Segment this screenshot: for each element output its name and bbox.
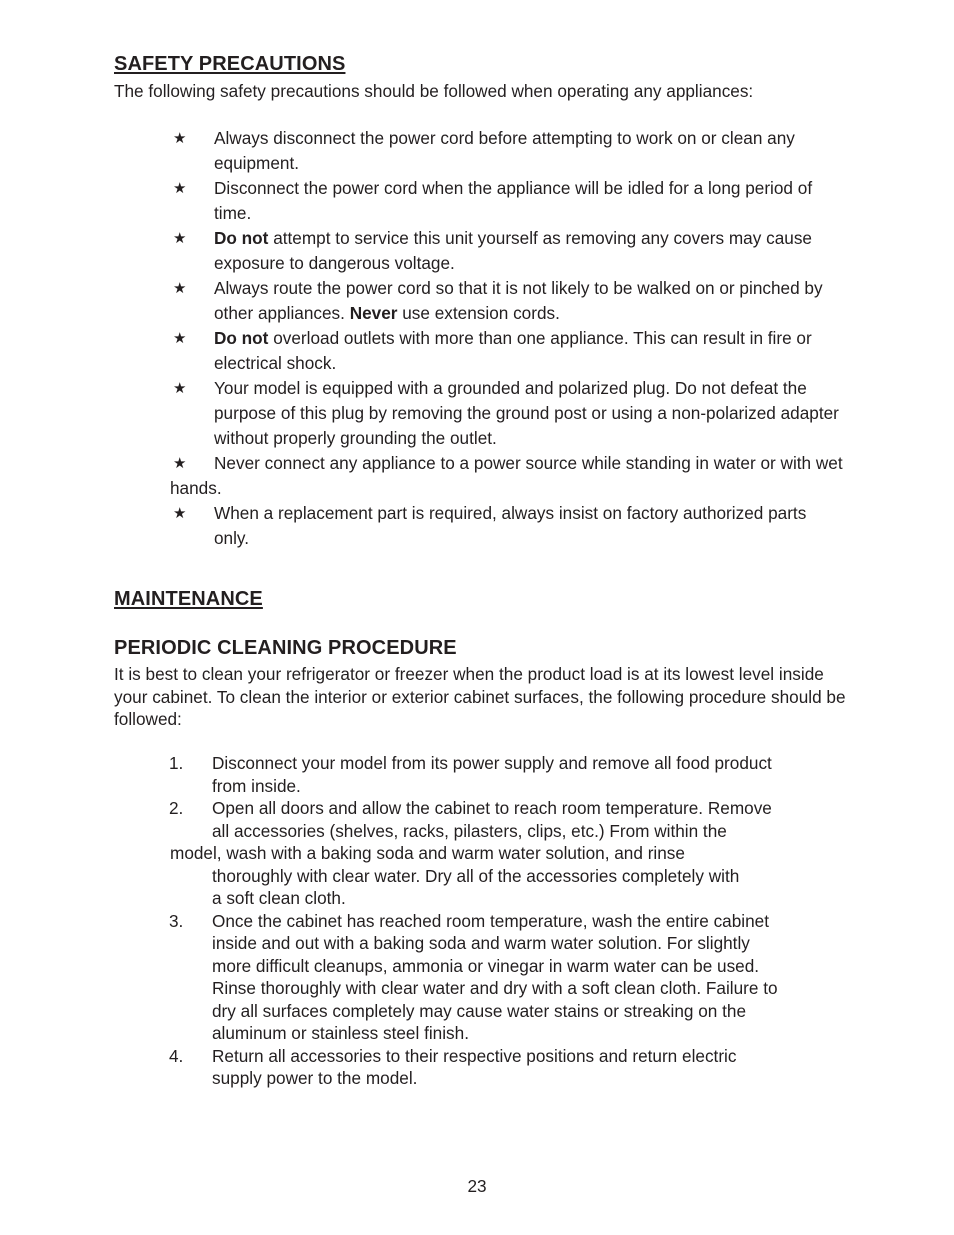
list-item (0, 326, 954, 376)
list-item-text: Always route the power cord so that it is not likely to be walked on or pinched by other appliances. Never use extension cords. (214, 278, 823, 323)
safety-heading: SAFETY PRECAUTIONS (114, 53, 346, 75)
list-item (0, 126, 954, 176)
star-bullet-icon: ★ (173, 380, 187, 397)
star-bullet-icon: ★ (173, 455, 187, 472)
list-item (0, 226, 954, 276)
list-item-text: Your model is equipped with a grounded and polarized plug. Do not defeat the purpose of this plug by removing the ground post or using a non-polarized adapter without properly grounding the outlet. (214, 378, 839, 448)
emphasis-text: Do not (214, 228, 269, 248)
safety-intro: The following safety precautions should be followed when operating any appliances: (114, 81, 754, 101)
star-bullet-icon: ★ (173, 280, 187, 297)
list-item (0, 1045, 954, 1090)
maintenance-heading: MAINTENANCE (114, 588, 263, 610)
list-item (0, 451, 954, 501)
list-item-text: Open all doors and allow the cabinet to reach room temperature. Remove all accessories (shelves, racks, pilasters, clips, etc.) From within the model, wash with a baking soda and warm water solution, and rinse thoroughly with clear water. Dry all of the accessories completely with a soft clean cloth. (170, 798, 772, 908)
list-item (0, 752, 954, 797)
list-item-text: When a replacement part is required, always insist on factory authorized parts only. (214, 503, 807, 548)
list-item-text: Return all accessories to their respective positions and return electric supply power to the model. (212, 1045, 737, 1088)
list-item-text: Always disconnect the power cord before attempting to work on or clean any equipment. (214, 128, 795, 173)
page-number: 23 (467, 1176, 487, 1196)
star-bullet-icon: ★ (173, 180, 187, 197)
cleaning-intro: It is best to clean your refrigerator or freezer when the product load is at its lowest level inside your cabinet. To clean the interior or exterior cabinet surfaces, the following procedure should be followed: (114, 664, 846, 729)
emphasis-text: Do not (214, 328, 269, 348)
list-item (0, 376, 954, 451)
step-number: 1. (169, 753, 184, 773)
step-number: 2. (169, 798, 184, 818)
list-item-text: Never connect any appliance to a power source while standing in water or with wet hands. (170, 453, 843, 498)
list-item-text: Disconnect the power cord when the appliance will be idled for a long period of time. (214, 178, 813, 223)
step-number: 3. (169, 910, 184, 931)
cleaning-steps (0, 752, 954, 1090)
list-item-text: Once the cabinet has reached room temperature, wash the entire cabinet inside and out with a baking soda and warm water solution. For slightly more difficult cleanups, ammonia or vinegar in warm water can be used. Rinse thoroughly with clear water and dry with a soft clean cloth. Failure to dry all surfaces completely may cause water stains or streaking on the aluminum or stainless steel finish. (212, 910, 778, 1043)
emphasis-text: Never (349, 303, 398, 323)
step-number: 4. (169, 1045, 184, 1066)
cleaning-heading: PERIODIC CLEANING PROCEDURE (114, 637, 457, 659)
list-item-text: Do not overload outlets with more than one appliance. This can result in fire or electrical shock. (214, 328, 812, 373)
star-bullet-icon: ★ (173, 505, 187, 522)
list-item-text: Disconnect your model from its power supply and remove all food product from inside. (212, 753, 772, 796)
list-item (0, 276, 954, 326)
list-item (0, 176, 954, 226)
star-bullet-icon: ★ (173, 330, 187, 347)
list-item-text: Do not attempt to service this unit yourself as removing any covers may cause exposure to dangerous voltage. (214, 228, 812, 273)
list-item (0, 797, 954, 910)
safety-list (0, 126, 954, 551)
list-item (0, 501, 954, 551)
star-bullet-icon: ★ (173, 230, 187, 247)
star-bullet-icon: ★ (173, 130, 187, 147)
list-item (0, 910, 954, 1045)
